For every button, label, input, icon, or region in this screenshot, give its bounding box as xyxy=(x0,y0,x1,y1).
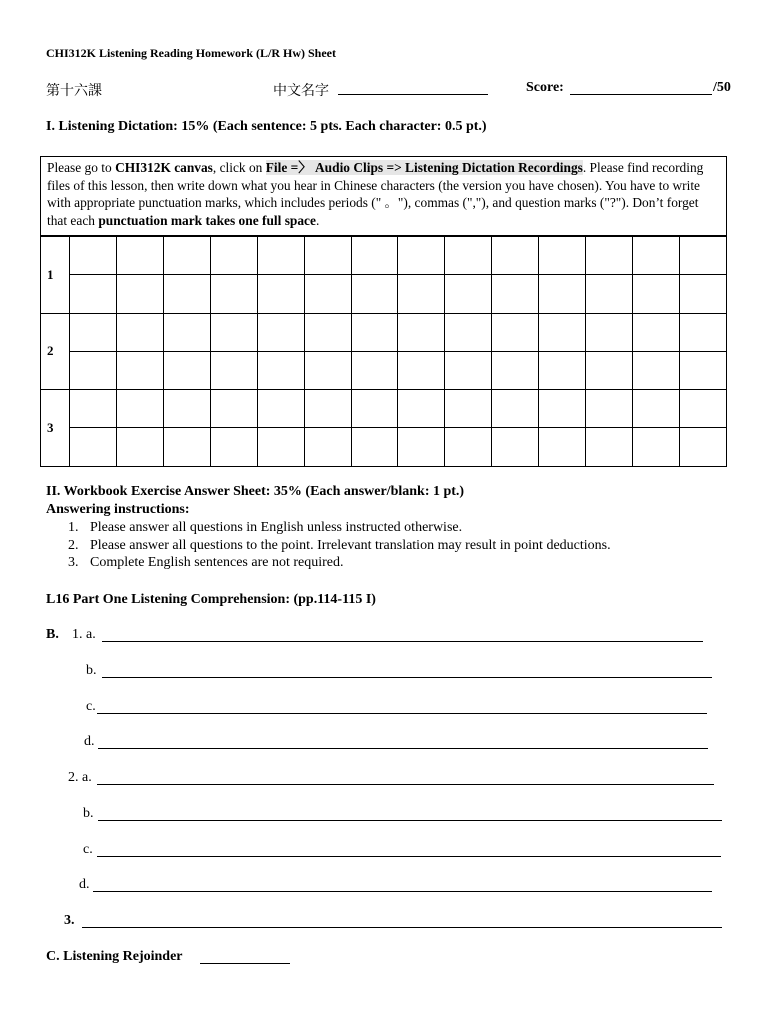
q2c-label: c. xyxy=(83,842,93,857)
dictation-row xyxy=(41,313,727,351)
dictation-row xyxy=(41,428,727,467)
dictation-cell[interactable] xyxy=(492,428,539,467)
dictation-cell[interactable] xyxy=(304,275,351,314)
dictation-cell[interactable] xyxy=(633,275,680,314)
answering-instructions-label: Answering instructions: xyxy=(46,502,190,517)
dictation-cell[interactable] xyxy=(351,237,398,275)
dictation-cell[interactable] xyxy=(492,351,539,390)
instr-punctuation: punctuation mark takes one full space xyxy=(98,212,316,228)
score-label: Score: xyxy=(526,80,564,95)
instruction-item xyxy=(68,554,611,572)
dictation-grid xyxy=(40,236,727,467)
dictation-cell[interactable] xyxy=(586,313,633,351)
dictation-cell[interactable] xyxy=(633,237,680,275)
dictation-cell[interactable] xyxy=(539,428,586,467)
dictation-cell[interactable] xyxy=(70,275,117,314)
course-title: CHI312K Listening Reading Homework (L/R Hw) Sheet xyxy=(46,46,337,60)
q2d-answer-line[interactable] xyxy=(93,891,712,892)
dictation-cell[interactable] xyxy=(445,428,492,467)
dictation-cell[interactable] xyxy=(445,237,492,275)
dictation-cell[interactable] xyxy=(116,313,163,351)
dictation-cell[interactable] xyxy=(70,237,117,275)
dictation-cell[interactable] xyxy=(210,313,257,351)
dictation-cell[interactable] xyxy=(116,351,163,390)
dictation-cell[interactable] xyxy=(586,351,633,390)
dictation-cell[interactable] xyxy=(257,390,304,428)
dictation-cell[interactable] xyxy=(351,275,398,314)
dictation-cell[interactable] xyxy=(351,390,398,428)
dictation-cell[interactable] xyxy=(116,428,163,467)
dictation-cell[interactable] xyxy=(210,275,257,314)
instruction-number: 3. xyxy=(68,555,79,570)
dictation-cell[interactable] xyxy=(304,390,351,428)
instruction-text: Please answer all questions in English unless instructed otherwise. xyxy=(90,520,463,535)
section1-title: I. Listening Dictation: 15% (Each sentence: 5 pts. Each character: 0.5 pt.) xyxy=(46,119,487,134)
dictation-cell[interactable] xyxy=(257,428,304,467)
dictation-cell[interactable] xyxy=(304,313,351,351)
dictation-cell[interactable] xyxy=(163,275,210,314)
dictation-cell[interactable] xyxy=(70,390,117,428)
dictation-cell[interactable] xyxy=(351,313,398,351)
dictation-cell[interactable] xyxy=(398,237,445,275)
dictation-cell[interactable] xyxy=(70,313,117,351)
dictation-row xyxy=(41,390,727,428)
dictation-cell[interactable] xyxy=(445,390,492,428)
q2b-answer-line[interactable] xyxy=(98,820,722,821)
dictation-cell[interactable] xyxy=(398,313,445,351)
q2d-label: d. xyxy=(79,877,90,892)
q2c-answer-line[interactable] xyxy=(97,856,721,857)
dictation-row-number: 3 xyxy=(41,390,70,467)
q2b-label: b. xyxy=(83,806,94,821)
dictation-cell[interactable] xyxy=(586,428,633,467)
rejoinder-answer-line[interactable] xyxy=(200,963,290,964)
dictation-cell[interactable] xyxy=(679,428,726,467)
instr-text-2: , click on xyxy=(212,160,266,175)
dictation-cell[interactable] xyxy=(163,428,210,467)
q1c-label: c. xyxy=(86,699,96,714)
instr-text-4: . xyxy=(315,212,320,228)
instr-canvas: CHI312K canvas xyxy=(115,160,213,175)
dictation-cell[interactable] xyxy=(492,390,539,428)
q1b-label: b. xyxy=(86,663,97,678)
dictation-cell[interactable] xyxy=(210,390,257,428)
dictation-cell[interactable] xyxy=(445,351,492,390)
dictation-cell[interactable] xyxy=(398,390,445,428)
dictation-cell[interactable] xyxy=(539,275,586,314)
dictation-cell[interactable] xyxy=(539,390,586,428)
dictation-cell[interactable] xyxy=(70,351,117,390)
dictation-cell[interactable] xyxy=(679,390,726,428)
dictation-cell[interactable] xyxy=(445,313,492,351)
instruction-text: Please answer all questions to the point. Irrelevant translation may result in point deductions. xyxy=(90,537,611,553)
dictation-cell[interactable] xyxy=(116,237,163,275)
part-b-label: B. xyxy=(46,627,59,642)
dictation-cell[interactable] xyxy=(351,428,398,467)
dictation-cell[interactable] xyxy=(116,390,163,428)
instruction-item xyxy=(68,537,611,555)
dictation-cell[interactable] xyxy=(210,351,257,390)
dictation-cell[interactable] xyxy=(492,275,539,314)
chinese-name-label: 中文名字 xyxy=(273,83,329,99)
dictation-cell[interactable] xyxy=(633,390,680,428)
dictation-cell[interactable] xyxy=(163,313,210,351)
q1d-answer-line[interactable] xyxy=(98,748,708,749)
instruction-number: 1. xyxy=(68,520,79,535)
dictation-cell[interactable] xyxy=(398,351,445,390)
instr-file-path: File =〉 Audio Clips => Listening Dictation Recordings xyxy=(265,160,583,175)
dictation-instructions-box xyxy=(40,156,727,236)
section-c-label: C. Listening Rejoinder xyxy=(46,949,183,964)
q1a-answer-line[interactable] xyxy=(102,641,703,642)
chinese-name-field[interactable] xyxy=(338,94,488,95)
dictation-cell[interactable] xyxy=(679,351,726,390)
q1d-label: d. xyxy=(84,734,95,749)
dictation-row xyxy=(41,351,727,390)
dictation-cell[interactable] xyxy=(304,351,351,390)
q2a-answer-line[interactable] xyxy=(97,784,714,785)
dictation-cell[interactable] xyxy=(163,237,210,275)
instruction-list xyxy=(68,519,611,572)
dictation-cell[interactable] xyxy=(679,313,726,351)
dictation-cell[interactable] xyxy=(70,428,117,467)
dictation-cell[interactable] xyxy=(633,351,680,390)
q3-answer-line[interactable] xyxy=(82,927,722,928)
score-total: /50 xyxy=(713,80,731,95)
dictation-cell[interactable] xyxy=(210,237,257,275)
dictation-cell[interactable] xyxy=(492,237,539,275)
dictation-cell[interactable] xyxy=(210,428,257,467)
dictation-cell[interactable] xyxy=(304,237,351,275)
dictation-cell[interactable] xyxy=(351,351,398,390)
q3-label: 3. xyxy=(64,913,75,928)
dictation-cell[interactable] xyxy=(257,275,304,314)
dictation-cell[interactable] xyxy=(492,313,539,351)
q1a-label: 1. a. xyxy=(72,627,96,642)
dictation-cell[interactable] xyxy=(163,390,210,428)
instruction-number: 2. xyxy=(68,537,79,553)
dictation-row xyxy=(41,275,727,314)
instr-text-1: Please go to xyxy=(47,160,116,175)
dictation-cell[interactable] xyxy=(539,237,586,275)
dictation-cell[interactable] xyxy=(445,275,492,314)
dictation-cell[interactable] xyxy=(586,390,633,428)
dictation-cell[interactable] xyxy=(257,237,304,275)
q1b-answer-line[interactable] xyxy=(102,677,712,678)
dictation-cell[interactable] xyxy=(257,313,304,351)
dictation-cell[interactable] xyxy=(679,237,726,275)
dictation-cell[interactable] xyxy=(398,428,445,467)
dictation-cell[interactable] xyxy=(257,351,304,390)
dictation-cell[interactable] xyxy=(539,313,586,351)
dictation-cell[interactable] xyxy=(163,351,210,390)
dictation-row-number: 2 xyxy=(41,313,70,390)
score-field[interactable] xyxy=(570,94,712,95)
lesson-label: 第十六課 xyxy=(46,83,102,99)
dictation-cell[interactable] xyxy=(539,351,586,390)
instr-text-3: . Please find recording files of this lesson, then write down what you hear in Chinese characters (the version you have chosen). You have to write with appropriate punctuation marks, which includes periods (" 。"), commas (","), and question marks ("?"). Don’t forget that each xyxy=(47,160,704,228)
section2-title: II. Workbook Exercise Answer Sheet: 35% (Each answer/blank: 1 pt.) xyxy=(46,484,465,499)
dictation-cell[interactable] xyxy=(304,428,351,467)
dictation-row xyxy=(41,237,727,275)
q1c-answer-line[interactable] xyxy=(97,713,707,714)
dictation-cell[interactable] xyxy=(633,313,680,351)
dictation-cell[interactable] xyxy=(586,275,633,314)
q2a-label: 2. a. xyxy=(68,770,92,785)
dictation-cell[interactable] xyxy=(116,275,163,314)
dictation-row-number: 1 xyxy=(41,237,70,314)
dictation-cell[interactable] xyxy=(633,428,680,467)
dictation-cell[interactable] xyxy=(679,275,726,314)
instruction-text: Complete English sentences are not required. xyxy=(90,555,344,570)
instruction-item xyxy=(68,519,611,537)
dictation-cell[interactable] xyxy=(586,237,633,275)
part-one-title: L16 Part One Listening Comprehension: (pp.114-115 I) xyxy=(46,592,376,607)
dictation-cell[interactable] xyxy=(398,275,445,314)
